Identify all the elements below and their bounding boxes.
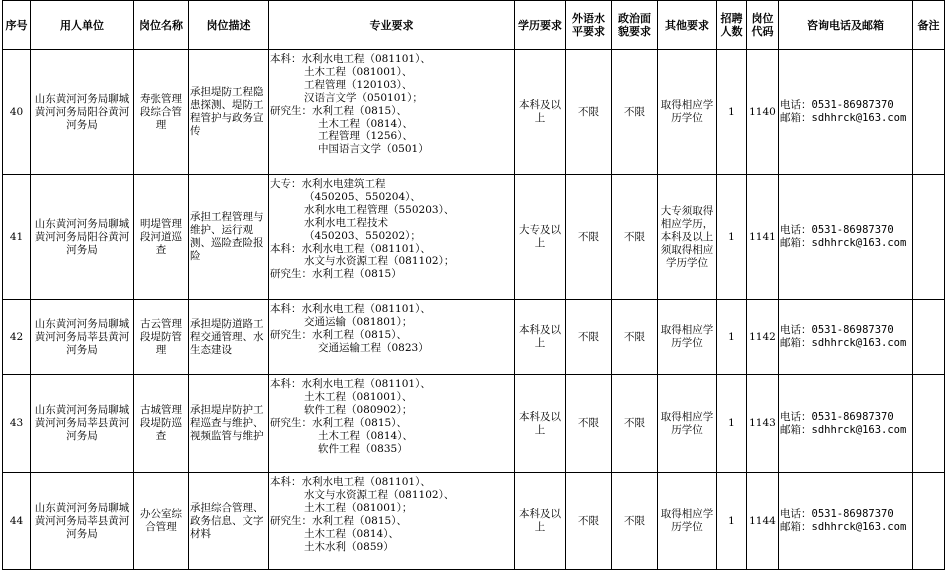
- cell-hire-count: 1: [717, 375, 747, 473]
- contact-email: 邮箱：sdhhrck@163.com: [780, 337, 907, 349]
- recruitment-table: [2, 0, 945, 570]
- cell-education: 本科及以上: [515, 375, 566, 473]
- major-line: 中国语言文学（0501）: [318, 143, 429, 156]
- cell-position: 办公室综合管理: [134, 473, 189, 570]
- header-row: [3, 1, 945, 50]
- header-contact: 咨询电话及邮箱: [779, 1, 913, 50]
- header-political: 政治面貌要求: [612, 1, 658, 50]
- major-line: 研究生：水利工程（0815）、: [270, 514, 407, 527]
- cell-foreign-language: 不限: [566, 300, 612, 375]
- major-line: 本科：水利水电工程（081101）、: [270, 378, 431, 390]
- cell-code: 1143: [747, 375, 779, 473]
- cell-political: 不限: [612, 375, 658, 473]
- contact-email: 邮箱：sdhhrck@163.com: [780, 521, 907, 533]
- major-line: 本科：水利水电工程（081101）、: [270, 242, 431, 255]
- header-code: 岗位代码: [747, 1, 779, 50]
- contact-phone: 电话：0531-86987370: [780, 324, 894, 336]
- major-line: 研究生：水利工程（0815）、: [270, 328, 407, 341]
- major-line: 交通运输工程（0823）: [318, 341, 429, 354]
- cell-employer: 山东黄河河务局聊城黄河河务局莘县黄河河务局: [31, 300, 134, 375]
- major-line: 土木工程（081001）、: [304, 390, 413, 403]
- cell-foreign-language: 不限: [566, 473, 612, 570]
- contact-email: 邮箱：sdhhrck@163.com: [780, 237, 907, 249]
- major-line: 本科：水利水电工程（081101）、: [270, 53, 431, 65]
- cell-seq: 43: [3, 375, 31, 473]
- contact-phone: 电话：0531-86987370: [780, 99, 894, 111]
- table-row: [3, 175, 945, 300]
- cell-political: 不限: [612, 175, 658, 300]
- cell-education: 本科及以上: [515, 473, 566, 570]
- cell-seq: 44: [3, 473, 31, 570]
- cell-seq: 42: [3, 300, 31, 375]
- contact-email: 邮箱：sdhhrck@163.com: [780, 112, 907, 124]
- cell-employer: 山东黄河河务局聊城黄河河务局阳谷黄河河务局: [31, 50, 134, 175]
- cell-employer: 山东黄河河务局聊城黄河河务局阳谷黄河河务局: [31, 175, 134, 300]
- contact-email: 邮箱：sdhhrck@163.com: [780, 423, 907, 436]
- cell-contact: [779, 375, 913, 473]
- header-employer: 用人单位: [31, 1, 134, 50]
- cell-seq: 41: [3, 175, 31, 300]
- major-line: 水文与水资源工程（081102）；: [304, 255, 455, 268]
- major-line: 水利水电工程管理（550203）、: [304, 203, 455, 216]
- major-line: 研究生：水利工程（0815）、: [270, 416, 407, 429]
- cell-hire-count: 1: [717, 300, 747, 375]
- major-line: 水文与水资源工程（081102）、: [304, 488, 455, 501]
- major-line: 本科：水利水电工程（081101）、: [270, 303, 431, 315]
- table-row: [3, 300, 945, 375]
- major-line: 研究生：水利工程（0815）: [270, 268, 402, 281]
- major-line: 工程管理（1256）、: [318, 130, 413, 143]
- cell-major: [269, 473, 515, 570]
- cell-other: 取得相应学历学位: [658, 50, 717, 175]
- major-line: （450203、550202）；: [304, 229, 421, 242]
- cell-employer: 山东黄河河务局聊城黄河河务局莘县黄河河务局: [31, 375, 134, 473]
- cell-education: 大专及以上: [515, 175, 566, 300]
- cell-hire-count: 1: [717, 50, 747, 175]
- major-line: 土木工程（081001）；: [304, 501, 413, 514]
- major-line: 交通运输（081801）；: [304, 315, 413, 328]
- cell-contact: [779, 50, 913, 175]
- major-line: （450205、550204）、: [304, 190, 421, 203]
- cell-political: 不限: [612, 473, 658, 570]
- cell-foreign-language: 不限: [566, 375, 612, 473]
- major-line: 汉语言文学（050101）；: [304, 91, 423, 104]
- major-line: 土木工程（0814）、: [318, 117, 413, 130]
- major-line: 研究生：水利工程（0815）、: [270, 104, 407, 117]
- cell-political: 不限: [612, 300, 658, 375]
- cell-code: 1141: [747, 175, 779, 300]
- cell-other: 取得相应学历学位: [658, 375, 717, 473]
- major-line: 水利水电工程技术: [304, 216, 388, 229]
- cell-description: 承担综合管理、政务信息、文字材料: [189, 473, 269, 570]
- header-position: 岗位名称: [134, 1, 189, 50]
- cell-code: 1142: [747, 300, 779, 375]
- cell-foreign-language: 不限: [566, 175, 612, 300]
- major-line: 土木工程（0814）、: [318, 429, 413, 442]
- cell-foreign-language: 不限: [566, 50, 612, 175]
- cell-description: 承担工程管理与维护、运行观测、巡险查险报险: [189, 175, 269, 300]
- cell-remark: [913, 50, 945, 175]
- major-line: 土木工程（0814）、: [304, 527, 399, 540]
- cell-description: 承担堤防工程隐患探测、堤防工程管护与政务宣传: [189, 50, 269, 175]
- cell-remark: [913, 175, 945, 300]
- contact-phone: 电话：0531-86987370: [780, 410, 894, 423]
- cell-education: 本科及以上: [515, 50, 566, 175]
- major-line: 工程管理（120103）、: [304, 78, 413, 91]
- header-education: 学历要求: [515, 1, 566, 50]
- table-row: [3, 50, 945, 175]
- table-row: [3, 375, 945, 473]
- cell-contact: [779, 175, 913, 300]
- cell-position: 古城管理段堤防巡查: [134, 375, 189, 473]
- cell-description: 承担堤防道路工程交通管理、水生态建设: [189, 300, 269, 375]
- contact-phone: 电话：0531-86987370: [780, 224, 894, 236]
- cell-seq: 40: [3, 50, 31, 175]
- cell-contact: [779, 473, 913, 570]
- cell-major: [269, 175, 515, 300]
- cell-position: 寿张管理段综合管理: [134, 50, 189, 175]
- major-line: 土木水利（0859）: [304, 540, 394, 553]
- cell-contact: [779, 300, 913, 375]
- contact-phone: 电话：0531-86987370: [780, 508, 894, 520]
- header-hire-count: 招聘人数: [717, 1, 747, 50]
- cell-other: 取得相应学历学位: [658, 473, 717, 570]
- header-remark: 备注: [913, 1, 945, 50]
- cell-code: 1144: [747, 473, 779, 570]
- cell-other: 取得相应学历学位: [658, 300, 717, 375]
- cell-political: 不限: [612, 50, 658, 175]
- table-row: [3, 473, 945, 570]
- cell-other: 大专须取得相应学历，本科及以上须取得相应学历学位: [658, 175, 717, 300]
- header-other: 其他要求: [658, 1, 717, 50]
- header-foreign-language: 外语水平要求: [566, 1, 612, 50]
- cell-position: 明堤管理段河道巡查: [134, 175, 189, 300]
- header-seq: 序号: [3, 1, 31, 50]
- header-major: 专业要求: [269, 1, 515, 50]
- cell-remark: [913, 375, 945, 473]
- major-line: 大专：水利水电建筑工程: [270, 178, 386, 190]
- major-line: 土木工程（081001）、: [304, 65, 413, 78]
- header-description: 岗位描述: [189, 1, 269, 50]
- cell-description: 承担堤岸防护工程巡查与维护、视频监管与维护: [189, 375, 269, 473]
- cell-major: [269, 50, 515, 175]
- cell-education: 本科及以上: [515, 300, 566, 375]
- cell-code: 1140: [747, 50, 779, 175]
- major-line: 软件工程（080902）；: [304, 403, 413, 416]
- cell-hire-count: 1: [717, 175, 747, 300]
- cell-major: [269, 300, 515, 375]
- cell-hire-count: 1: [717, 473, 747, 570]
- cell-employer: 山东黄河河务局聊城黄河河务局莘县黄河河务局: [31, 473, 134, 570]
- cell-major: [269, 375, 515, 473]
- major-line: 软件工程（0835）: [318, 442, 408, 455]
- cell-remark: [913, 473, 945, 570]
- cell-remark: [913, 300, 945, 375]
- cell-position: 古云管理段堤防管理: [134, 300, 189, 375]
- major-line: 本科：水利水电工程（081101）、: [270, 476, 431, 488]
